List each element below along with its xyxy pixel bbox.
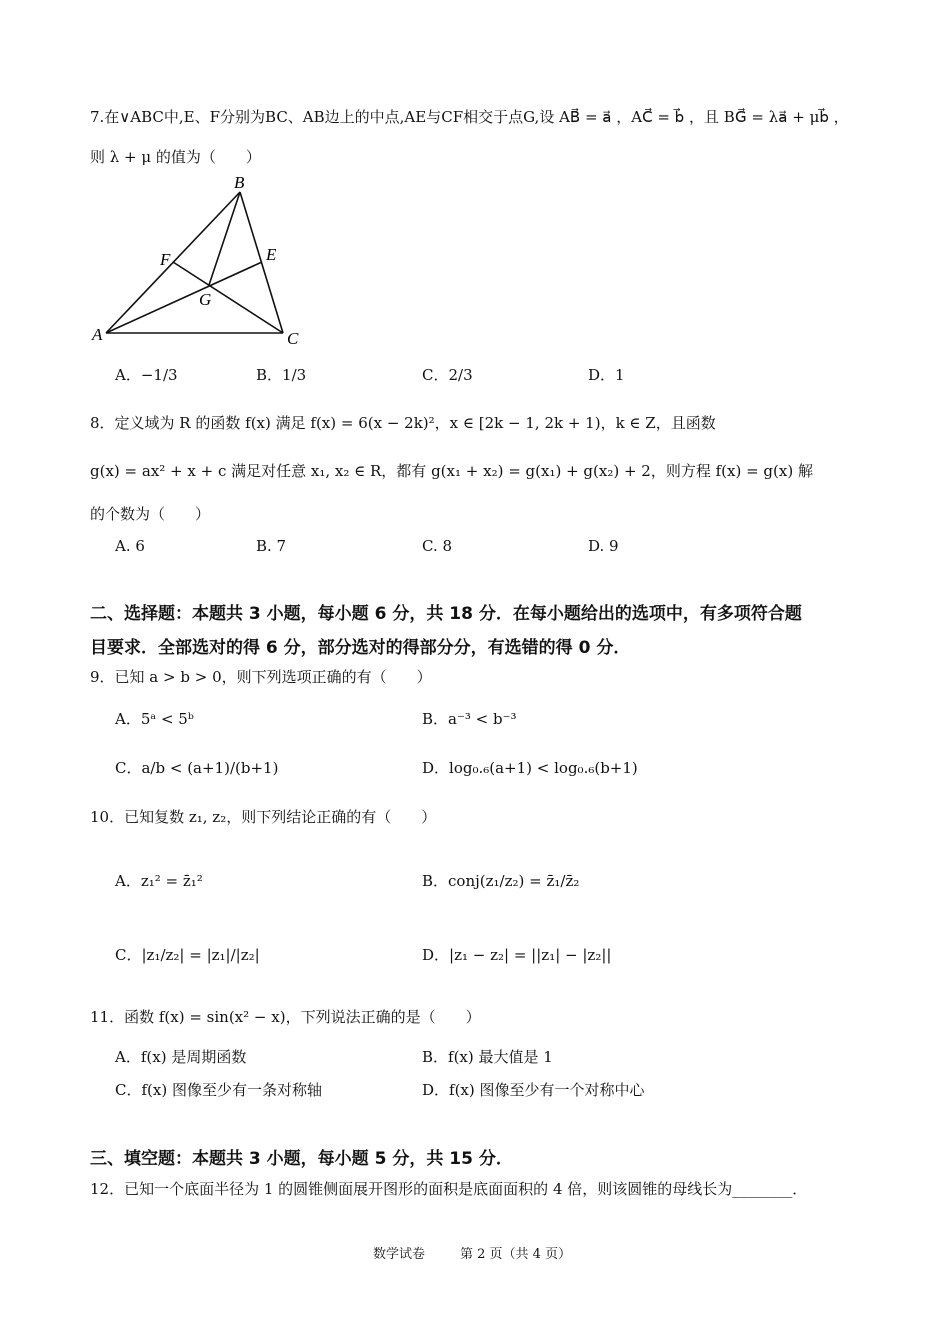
- q7-option-b: B．1/3: [256, 366, 307, 384]
- q7-option-d: D．1: [588, 366, 625, 384]
- q10-option-b: B．conj(z₁/z₂) = z̄₁/z̄₂: [422, 872, 580, 890]
- q8-option-c: C. 8: [422, 537, 453, 555]
- segment-ae: [106, 262, 262, 333]
- q8-stem-line1: 8．定义域为 R 的函数 f(x) 满足 f(x) = 6(x − 2k)²，x ∈ [2k − 1, 2k + 1)，k ∈ Z，且函数: [90, 414, 716, 432]
- q7-option-c: C．2/3: [422, 366, 473, 384]
- segment-bg: [209, 192, 240, 285]
- q10-option-c: C．|z₁/z₂| = |z₁|/|z₂|: [115, 946, 260, 964]
- q11-option-b: B．f(x) 最大值是 1: [422, 1048, 553, 1066]
- q9-option-b: B．a⁻³ < b⁻³: [422, 710, 517, 728]
- q12-stem: 12．已知一个底面半径为 1 的圆锥侧面展开图形的面积是底面面积的 4 倍，则该圆锥的母线长为________．: [90, 1180, 808, 1198]
- q9-option-d: D．log₀.₆(a+1) < log₀.₆(b+1): [422, 759, 638, 777]
- q8-stem-line2: g(x) = ax² + x + c 满足对任意 x₁, x₂ ∈ R，都有 g(x₁ + x₂) = g(x₁) + g(x₂) + 2，则方程 f(x) = g(x) 解: [90, 462, 813, 480]
- q11-option-c: C．f(x) 图像至少有一条对称轴: [115, 1081, 322, 1099]
- section2-heading-line2: 目要求．全部选对的得 6 分，部分选对的得部分分，有选错的得 0 分．: [90, 638, 631, 658]
- q8-option-b: B. 7: [256, 537, 287, 555]
- q11-option-a: A．f(x) 是周期函数: [115, 1048, 247, 1066]
- section2-heading-line1: 二、选择题：本题共 3 小题，每小题 6 分，共 18 分．在每小题给出的选项中，有多项符合题: [90, 604, 802, 624]
- q11-stem: 11．函数 f(x) = sin(x² − x)，下列说法正确的是（ ）: [90, 1008, 481, 1026]
- q9-stem: 9．已知 a > b > 0，则下列选项正确的有（ ）: [90, 668, 432, 686]
- q10-option-a: A．z₁² = z̄₁²: [115, 872, 203, 890]
- label-e: E: [266, 245, 277, 264]
- q10-stem: 10．已知复数 z₁, z₂，则下列结论正确的有（ ）: [90, 808, 437, 826]
- q11-option-d: D．f(x) 图像至少有一个对称中心: [422, 1081, 645, 1099]
- label-g: G: [199, 290, 212, 309]
- label-b: B: [234, 173, 245, 192]
- q10-option-d: D．|z₁ − z₂| = ||z₁| − |z₂||: [422, 946, 612, 964]
- q7-stem-line2: 则 λ + μ 的值为（ ）: [90, 148, 261, 166]
- q8-option-a: A. 6: [115, 537, 145, 555]
- segment-cf: [173, 262, 283, 333]
- q7-stem-line1: 7.在∨ABC中,E、F分别为BC、AB边上的中点,AE与CF相交于点G,设 AB⃗ = a⃗ ，AC⃗ = b⃗ ，且 BG⃗ = λa⃗ + μb⃗ ，: [90, 108, 849, 126]
- q9-option-a: A．5ᵃ < 5ᵇ: [115, 710, 194, 728]
- q8-stem-line3: 的个数为（ ）: [90, 505, 211, 523]
- q9-option-c: C．a/b < (a+1)/(b+1): [115, 759, 279, 777]
- q7-option-a: A．−1/3: [115, 366, 178, 384]
- label-a: A: [92, 325, 103, 344]
- triangle-figure: [88, 170, 318, 348]
- footer-subject: 数学试卷: [373, 1247, 426, 1262]
- q8-option-d: D. 9: [588, 537, 619, 555]
- section3-heading: 三、填空题：本题共 3 小题，每小题 5 分，共 15 分．: [90, 1149, 513, 1169]
- label-c: C: [287, 329, 299, 348]
- label-f: F: [160, 250, 171, 269]
- footer-page-number: 第 2 页（共 4 页）: [460, 1247, 572, 1262]
